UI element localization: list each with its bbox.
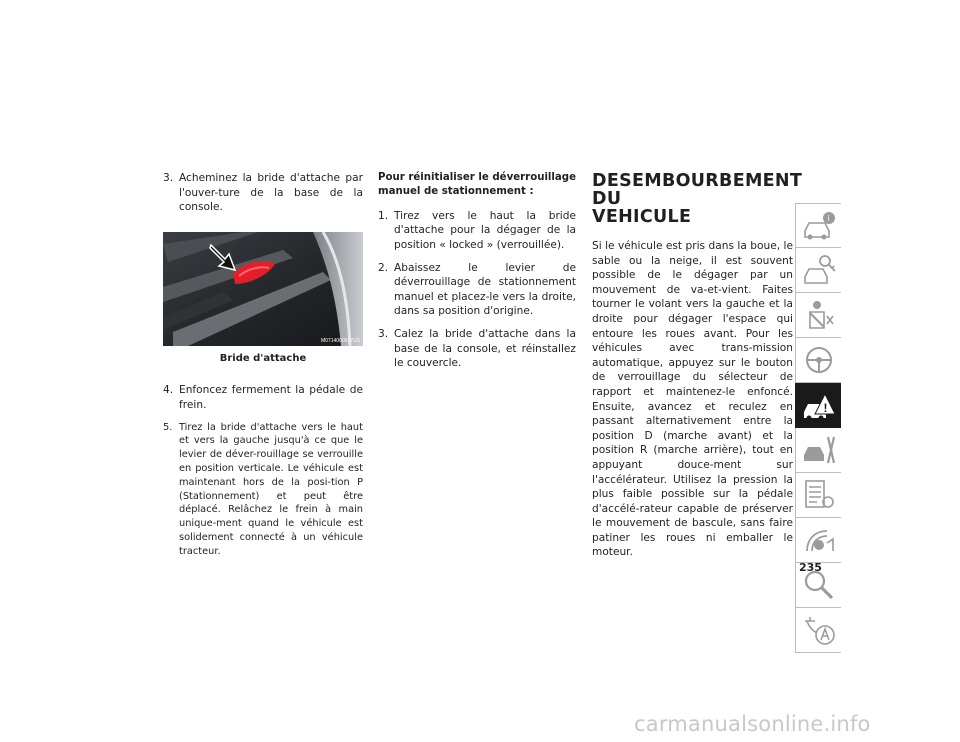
reset-step-3 [378,327,576,371]
tab-technical-specs[interactable] [795,473,841,518]
rocking-vehicle-paragraph: Si le véhicule est pris dans la boue, le sable ou la neige, il est souvent possible de le dégager par un mouvement de va-et-vient. Faites tourner le volant vers la gauche et la droite pour dégager l'espace qui entoure les roues avant. Pour les véhicules avec trans-mission automatique, appuyez sur le bouton de verrouillage du sélecteur de rapport et maintenez-le enfoncé. Ensuite, avancez et reculez en passant alternativement entre la position D (marche avant) et la position R (marche arrière), tout en appuyant douce-ment sur l'accélérateur. Utilisez la pression la plus faible possible sur la pédale d'accélé-rateur capable de préserver le mouvement de bascule, sans faire patiner les roues ni emballer le moteur. [592,240,793,559]
middle-column [378,171,576,379]
tab-languages[interactable] [795,608,841,653]
specifications-list-icon [801,478,837,512]
step-text: Calez la bride d'attache dans la base de la console, et réinstallez le couvercle. [394,327,576,370]
tab-servicing[interactable] [795,428,841,473]
step-number: 2. [378,261,389,274]
warning-triangle-car-icon [801,388,837,422]
svg-text:!: ! [823,401,828,415]
step-number: 1. [378,209,389,222]
tab-multimedia[interactable] [795,518,841,563]
reset-step-1 [378,209,576,253]
step-text: Enfoncez fermement la pédale de frein. [179,384,363,411]
tab-safety[interactable] [795,293,841,338]
right-column [592,171,803,560]
step-text: Abaissez le levier de déverrouillage de stationnement manuel et placez-le vers la droite, dans sa position d'origine. [394,261,576,318]
step-4-brake-pedal [163,383,363,412]
left-column [163,171,363,567]
step-text: Tirez la bride d'attache vers le haut et vers la gauche jusqu'à ce que le levier de déver-rouillage se verrouille en position verticale. Le véhicule est maintenant hors de la posi-tion P (Stationnement) et peut être déplacé. Relâchez le frein à main unique-ment quand le véhicule est solidement connecté à un véhicule tracteur. [179,421,363,557]
multimedia-icon [801,523,837,557]
heading-line-1: DESEMBOURBEMENT DU [592,171,803,209]
reset-subheading: Pour réinitialiser le déverrouillage manuel de stationnement : [378,172,576,198]
car-key-icon [801,253,837,287]
heading-line-2: VEHICULE [592,207,692,227]
tether-strap-photo [163,232,363,346]
step-5-pull-strap [163,421,363,559]
tab-in-case-of-emergency[interactable] [795,383,841,428]
watermark: carmanualsonline.info [634,712,871,736]
car-service-wrench-icon [801,433,837,467]
photo-code: M0714000017US [321,337,360,344]
step-number: 4. [163,384,174,397]
step-3-route-strap [163,171,363,215]
step-text: Acheminez la bride d'attache par l'ouver-ture de la base de la console. [179,172,363,214]
console-photo-illustration [163,232,363,346]
step-text: Tirez vers le haut la bride d'attache pour la dégager de la position « locked » (verrouillée). [394,209,576,251]
seatbelt-icon [801,298,837,332]
steering-wheel-icon [801,343,837,377]
page-number: 235 [799,561,822,574]
tab-getting-to-know[interactable] [795,248,841,293]
step-number: 5. [163,421,173,433]
tab-vehicle-info[interactable] [795,203,841,248]
reset-step-2 [378,261,576,319]
svg-text:i: i [827,214,830,223]
step-number: 3. [378,327,389,340]
chapter-tabs [795,203,841,653]
photo-caption: Bride d'attache [219,352,307,364]
tab-starting-operating[interactable] [795,338,841,383]
language-icon [801,613,837,647]
step-number: 3. [163,172,174,184]
car-info-icon [801,209,837,243]
section-heading [592,171,803,227]
